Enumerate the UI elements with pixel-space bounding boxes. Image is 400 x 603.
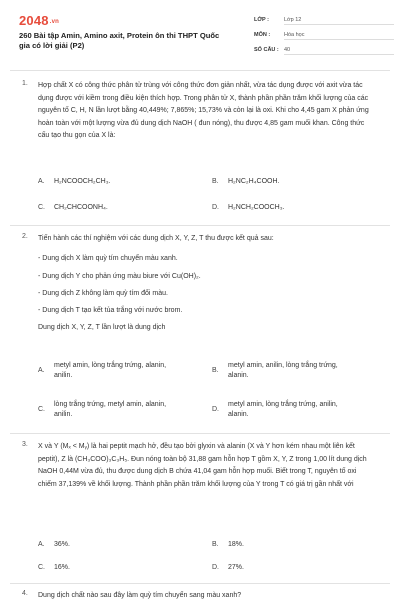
option-letter: C. xyxy=(38,564,45,571)
option-letter: C. xyxy=(38,406,45,413)
meta-count-value: 40 xyxy=(284,47,394,55)
option-letter: B. xyxy=(212,178,219,185)
option-letter: C. xyxy=(38,204,45,211)
logo-main: 2048 xyxy=(19,13,49,28)
question-text: Dung dịch chất nào sau đây làm quỳ tím chuyển sang màu xanh? xyxy=(38,592,242,599)
option-text: lòng trắng trứng, metyl amin, alanin, anilin. xyxy=(54,401,167,418)
experiment-line: - Dung dịch T tạo kết tủa trắng với nước brom. xyxy=(38,307,183,314)
question-number: 4. xyxy=(22,590,28,597)
question-text: Tiến hành các thí nghiệm với các dung dịch X, Y, Z, T thu được kết quả sau: xyxy=(38,235,274,242)
option-letter: A. xyxy=(38,367,45,374)
option-text: 36%. xyxy=(54,541,70,548)
meta-count-label: SỐ CÂU : xyxy=(254,47,279,53)
meta-subject-label: MÔN : xyxy=(254,32,271,38)
question-divider xyxy=(10,583,390,584)
question-number: 1. xyxy=(22,80,28,87)
site-logo[interactable] xyxy=(19,13,59,28)
logo-suffix: .vn xyxy=(49,18,60,25)
option-text: 27%. xyxy=(228,564,244,571)
option-text: metyl amin, anilin, lòng trắng trứng, alanin. xyxy=(228,362,338,379)
header-divider xyxy=(10,70,390,71)
question-number: 2. xyxy=(22,233,28,240)
option-letter: A. xyxy=(38,541,45,548)
experiment-line: - Dung dịch Y cho phản ứng màu biure với Cu(OH)₂. xyxy=(38,273,201,280)
option-letter: B. xyxy=(212,367,219,374)
option-text: H₂NC₂H₄COOH. xyxy=(228,178,280,185)
option-text: metyl amin, lòng trắng trứng, alanin, anilin. xyxy=(54,362,167,379)
option-text: 18%. xyxy=(228,541,244,548)
meta-class-value: Lớp 12 xyxy=(284,17,394,25)
question-text: X và Y (Mₓ < Mᵧ) là hai peptit mạch hở, đều tạo bởi glyxin và alanin (X và Y hơn kém nhau một liên kết peptit), Z là (CH₃COO)₃C₃H₅. Đun nóng toàn bộ 31,88 gam hỗn hợp T gồm X, Y, Z trong 1,00 lít dung dịch NaOH 0,44M vừa đủ, thu được dung dịch B chứa 41,04 gam hỗn hợp muối. Biết trong T, nguyên tố oxi chiếm 37,139% về khối lượng. Thành phần phần trăm khối lượng của Y trong T có giá trị gần nhất với xyxy=(38,443,367,488)
option-letter: D. xyxy=(212,564,219,571)
document-title: 260 Bài tập Amin, Amino axit, Protein ôn thi THPT Quốc gia có lời giải (P2) xyxy=(19,31,220,50)
question-text: Hợp chất X có công thức phân tử trùng với công thức đơn giản nhất, vừa tác dụng được với axit vừa tác dụng được với kiềm trong điều kiện thích hợp. Trong phân tử X, thành phần phần trăm khối lượng của các nguyên tố C, H, N lần lượt bằng 40,449%; 7,865%; 15,73% và còn lại là oxi. Khi cho 4,45 gam X phản ứng hoàn toàn với một lượng vừa đủ dung dịch NaOH ( đun nóng), thu được 4,85 gam muối khan. Công thức cấu tạo thu gọn của X là: xyxy=(38,82,369,140)
option-text: 16%. xyxy=(54,564,70,571)
experiment-line: - Dung dịch X làm quỳ tím chuyển màu xanh. xyxy=(38,255,178,262)
document-header xyxy=(0,0,400,66)
question-divider xyxy=(10,433,390,434)
option-letter: D. xyxy=(212,406,219,413)
option-text: CH₂CHCOONH₄. xyxy=(54,204,108,211)
meta-subject-value: Hóa học xyxy=(284,32,394,40)
question-number: 3. xyxy=(22,441,28,448)
question-divider xyxy=(10,225,390,226)
option-letter: B. xyxy=(212,541,219,548)
option-letter: D. xyxy=(212,204,219,211)
option-text: H₂NCH₂COOCH₃. xyxy=(228,204,285,211)
experiment-line: - Dung dịch Z không làm quỳ tím đổi màu. xyxy=(38,290,168,297)
meta-class-label: LỚP : xyxy=(254,17,269,23)
option-letter: A. xyxy=(38,178,45,185)
experiment-line: Dung dịch X, Y, Z, T lần lượt là dung dịch xyxy=(38,324,166,331)
option-text: H₂NCOOCH₂CH₃. xyxy=(54,178,111,185)
option-text: metyl amin, lòng trắng trứng, anilin, alanin. xyxy=(228,401,338,418)
